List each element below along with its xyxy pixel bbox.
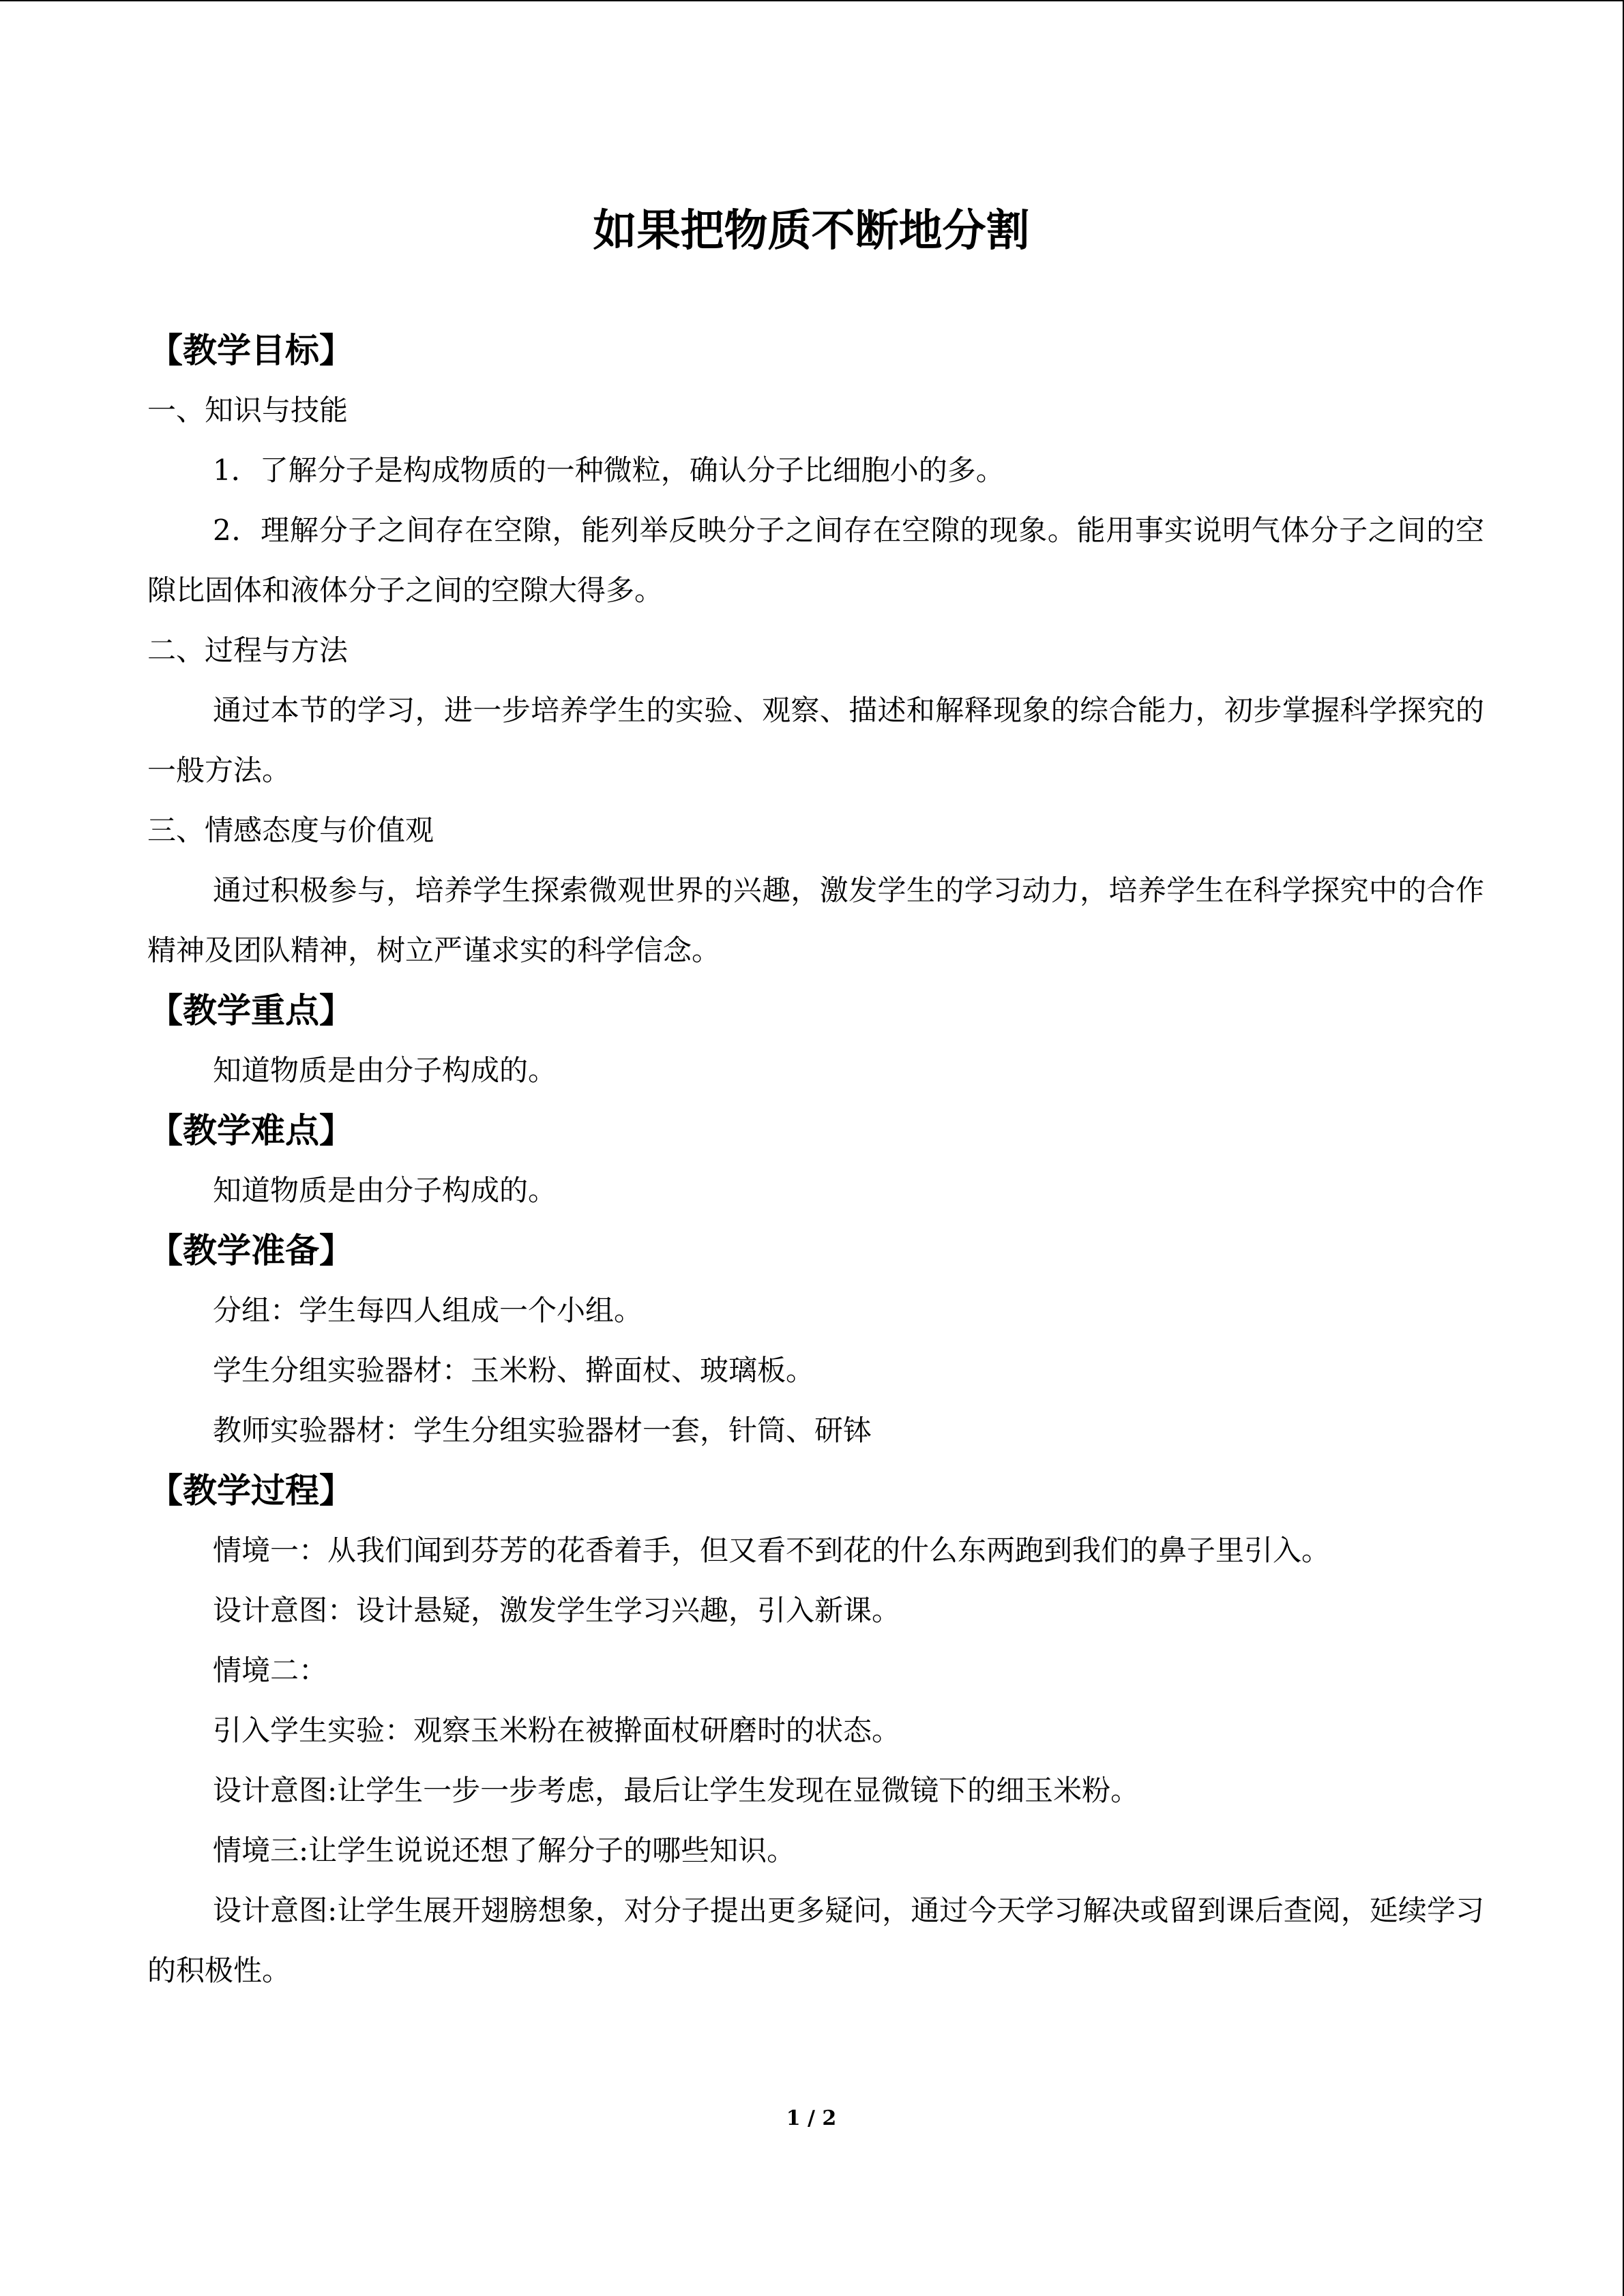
section-preparation: [147, 1221, 1484, 1461]
goal-paragraph-1: 1．了解分子是构成物质的一种微粒，确认分子比细胞小的多。: [213, 453, 1005, 487]
key-point-paragraph: 知道物质是由分子构成的。: [213, 1054, 557, 1087]
subheading-process-method: 二、过程与方法: [147, 633, 349, 667]
section-process: [147, 1461, 1484, 2001]
section-key-point: [147, 981, 1484, 1101]
process-paragraph-4: 引入学生实验：观察玉米粉在被擀面杖研磨时的状态。: [213, 1714, 901, 1747]
document-title: 如果把物质不断地分割: [593, 206, 1030, 256]
section-heading-goals: 【教学目标】: [149, 331, 353, 370]
goal-paragraph-4: 通过积极参与，培养学生探索微观世界的兴趣，激发学生的学习动力，培养学生在科学探究中的合作精神及团队精神，树立严谨求实的科学信念。: [147, 874, 1484, 967]
section-heading-difficulty: 【教学难点】: [149, 1111, 353, 1150]
section-difficulty: [147, 1101, 1484, 1221]
section-heading-process: 【教学过程】: [149, 1471, 353, 1510]
difficulty-paragraph: 知道物质是由分子构成的。: [213, 1174, 557, 1207]
document-body: [147, 320, 1484, 2001]
preparation-paragraph-1: 分组：学生每四人组成一个小组。: [213, 1294, 643, 1327]
process-paragraph-2: 设计意图：设计悬疑，激发学生学习兴趣，引入新课。: [213, 1594, 901, 1627]
process-paragraph-5: 设计意图:让学生一步一步考虑，最后让学生发现在显微镜下的细玉米粉。: [213, 1774, 1140, 1807]
subheading-attitude-values: 三、情感态度与价值观: [147, 814, 434, 847]
goal-paragraph-2: 2．理解分子之间存在空隙，能列举反映分子之间存在空隙的现象。能用事实说明气体分子之间的空隙比固体和液体分子之间的空隙大得多。: [147, 513, 1484, 607]
section-heading-preparation: 【教学准备】: [149, 1231, 353, 1270]
process-paragraph-7: 设计意图:让学生展开翅膀想象，对分子提出更多疑问，通过今天学习解决或留到课后查阅，延续学习的积极性。: [147, 1894, 1484, 1987]
page-number: 1 / 2: [786, 2106, 837, 2130]
process-paragraph-3: 情境二：: [213, 1654, 328, 1687]
section-heading-key-point: 【教学重点】: [149, 991, 353, 1030]
preparation-paragraph-2: 学生分组实验器材：玉米粉、擀面杖、玻璃板。: [213, 1354, 815, 1387]
process-paragraph-1: 情境一：从我们闻到芬芳的花香着手，但又看不到花的什么东两跑到我们的鼻子里引入。: [213, 1534, 1331, 1567]
section-teaching-goals: [147, 320, 1484, 981]
preparation-paragraph-3: 教师实验器材：学生分组实验器材一套，针筒、研钵: [213, 1414, 872, 1447]
process-paragraph-6: 情境三:让学生说说还想了解分子的哪些知识。: [213, 1834, 796, 1867]
subheading-knowledge-skills: 一、知识与技能: [147, 393, 349, 427]
goal-paragraph-3: 通过本节的学习，进一步培养学生的实验、观察、描述和解释现象的综合能力，初步掌握科学探究的一般方法。: [147, 694, 1484, 787]
